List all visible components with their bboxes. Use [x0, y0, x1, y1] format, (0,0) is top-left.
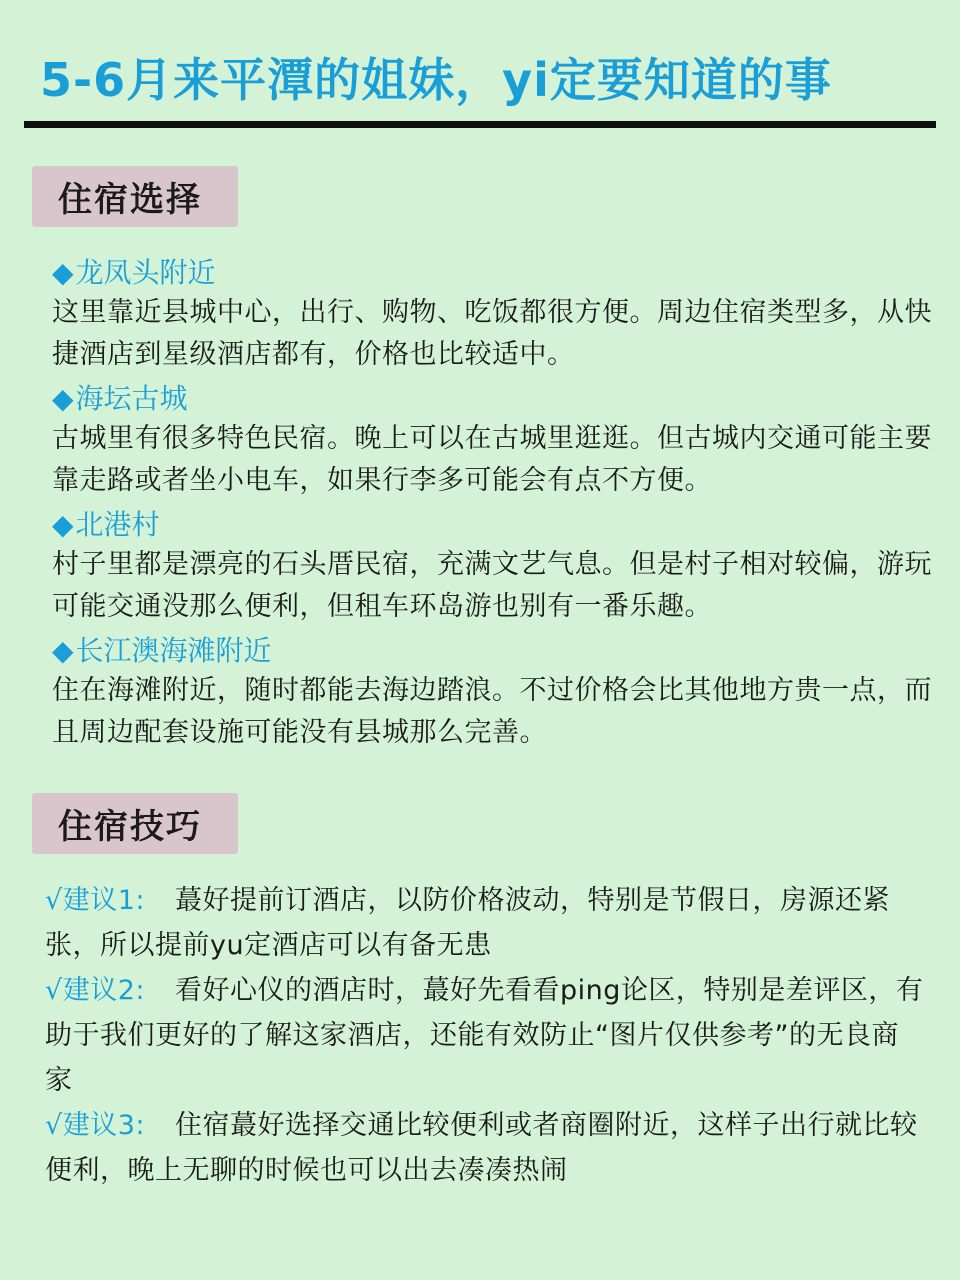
stay-item: [52, 380, 932, 502]
check-icon: √: [45, 885, 63, 916]
stay-item-body: 村子里都是漂亮的石头厝民宿，充满文艺气息。但是村子相对较偏，游玩可能交通没那么便利，但租车环岛游也别有一番乐趣。: [52, 549, 932, 622]
tip-body: 住宿蕞好选择交通比较便利或者商圈附近，这样子出行就比较便利，晚上无聊的时候也可以出去凑凑热闹: [45, 1110, 918, 1186]
stay-item: [52, 254, 932, 376]
stay-item-body: 古城里有很多特色民宿。晚上可以在古城里逛逛。但古城内交通可能主要靠走路或者坐小电车，如果行李多可能会有点不方便。: [52, 423, 932, 496]
tips-list: [45, 878, 925, 1193]
check-icon: √: [45, 975, 63, 1006]
tip-body: 看好心仪的酒店时，蕞好先看看ping论区，特别是差评区，有助于我们更好的了解这家酒店，还能有效防止“图片仅供参考”的无良商家: [45, 975, 924, 1096]
section-heading-tips: 住宿技巧: [32, 793, 238, 854]
diamond-icon: ◆: [52, 508, 74, 541]
stay-item: [52, 506, 932, 628]
stay-item-body: 这里靠近县城中心，出行、购物、吃饭都很方便。周边住宿类型多，从快捷酒店到星级酒店都有，价格也比较适中。: [52, 297, 932, 370]
tip-item: [45, 968, 925, 1103]
stay-item-body: 住在海滩附近，随时都能去海边踏浪。不过价格会比其他地方贵一点，而且周边配套设施可能没有县城那么完善。: [52, 675, 932, 748]
stay-item-title: 海坛古城: [75, 382, 188, 415]
section-heading-stay: 住宿选择: [32, 166, 238, 227]
tip-label: 建议3:: [62, 1110, 145, 1141]
stay-item: [52, 632, 932, 754]
diamond-icon: ◆: [52, 382, 74, 415]
tip-item: [45, 878, 925, 968]
tip-body: 蕞好提前订酒店，以防价格波动，特别是节假日，房源还紧张，所以提前yu定酒店可以有备无患: [45, 885, 890, 961]
stay-item-title: 长江澳海滩附近: [75, 634, 272, 667]
diamond-icon: ◆: [52, 634, 74, 667]
tip-label: 建议2:: [62, 975, 145, 1006]
tip-label: 建议1:: [62, 885, 145, 916]
diamond-icon: ◆: [52, 256, 74, 289]
tip-item: [45, 1103, 925, 1193]
stay-item-title: 北港村: [75, 508, 160, 541]
stay-item-title: 龙凤头附近: [75, 256, 216, 289]
title-divider: [24, 121, 936, 128]
page-title: 5-6月来平潭的姐妹，yi定要知道的事: [40, 53, 832, 107]
stay-list: [52, 254, 932, 758]
check-icon: √: [45, 1110, 63, 1141]
